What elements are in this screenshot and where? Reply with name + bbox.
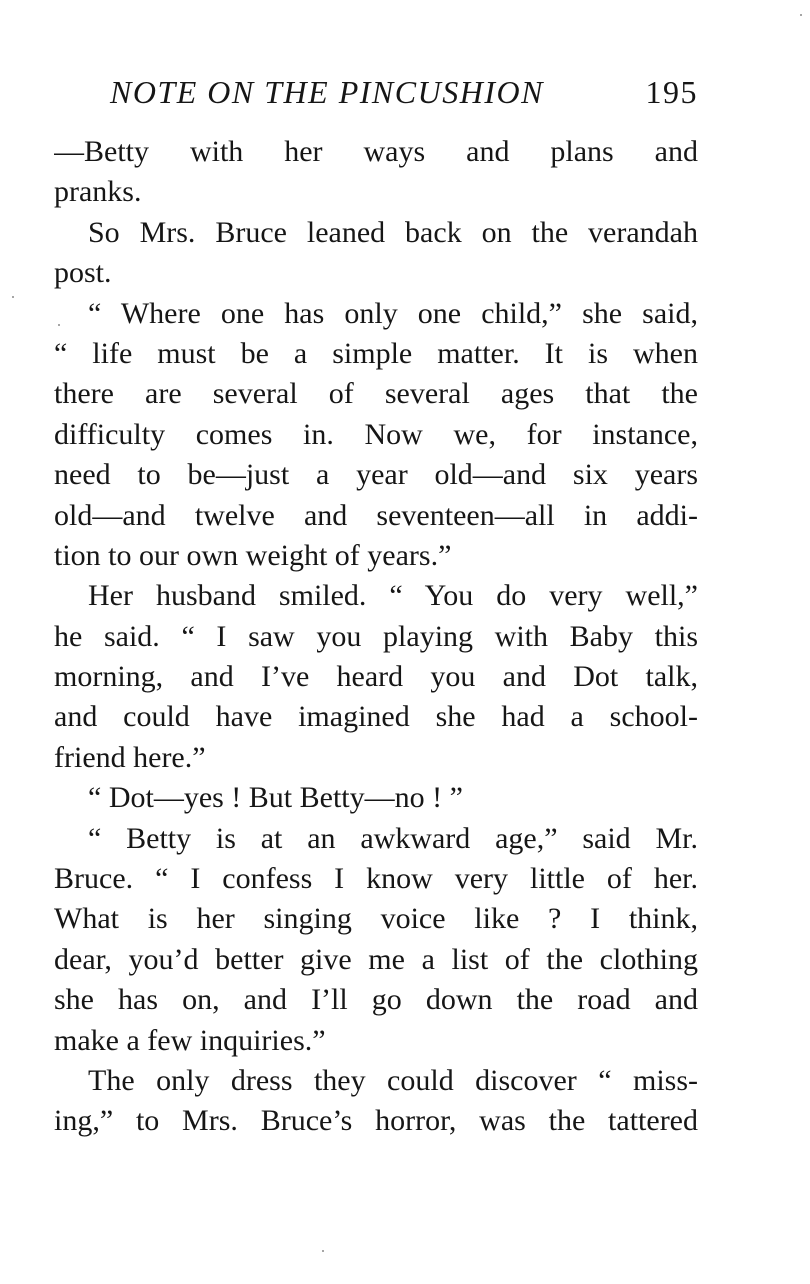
text-line: pranks. [54,175,142,209]
text-line: make a few inquiries.” [54,1023,326,1057]
text-line: friend here.” [54,740,206,774]
scan-speck [58,324,60,326]
text-line: So Mrs. Bruce leaned back on the verandah [88,215,698,249]
scan-speck [322,1250,324,1252]
scan-speck [12,296,14,298]
text-line: —Betty with her ways and plans and [54,135,698,168]
text-line: “ Where one has only one child,” she said, [88,296,698,330]
running-head [110,70,700,118]
page-number: 195 [645,74,698,110]
text-line: “ Dot—yes ! But Betty—no ! ” [88,781,463,815]
body-text [54,132,698,1142]
text-line: The only dress they could discover “ miss- [88,1063,698,1097]
text-line: What is her singing voice like ? I think, [54,902,698,936]
text-line: Her husband smiled. “ You do very well,” [88,579,698,613]
text-line: old—and twelve and seventeen—all in addi- [54,498,698,532]
text-line: and could have imagined she had a school- [54,700,698,734]
text-line: post. [54,256,112,290]
text-line: difficulty comes in. Now we, for instance, [54,417,698,451]
running-title: NOTE ON THE PINCUSHION [110,74,544,110]
text-line: there are several of several ages that the [54,377,698,411]
text-line: he said. “ I saw you playing with Baby this [54,619,698,653]
text-line: ing,” to Mrs. Bruce’s horror, was the tattered [54,1104,698,1138]
text-line: Bruce. “ I confess I know very little of her. [54,862,698,896]
text-line: tion to our own weight of years.” [54,538,452,572]
text-line: “ Betty is at an awkward age,” said Mr. [88,821,698,855]
text-line: “ life must be a simple matter. It is when [54,336,698,370]
text-line: need to be—just a year old—and six years [54,458,698,492]
text-line: morning, and I’ve heard you and Dot talk, [54,660,698,694]
scan-speck [800,14,802,16]
text-line: she has on, and I’ll go down the road and [54,983,698,1017]
text-line: dear, you’d better give me a list of the clothing [54,942,698,976]
